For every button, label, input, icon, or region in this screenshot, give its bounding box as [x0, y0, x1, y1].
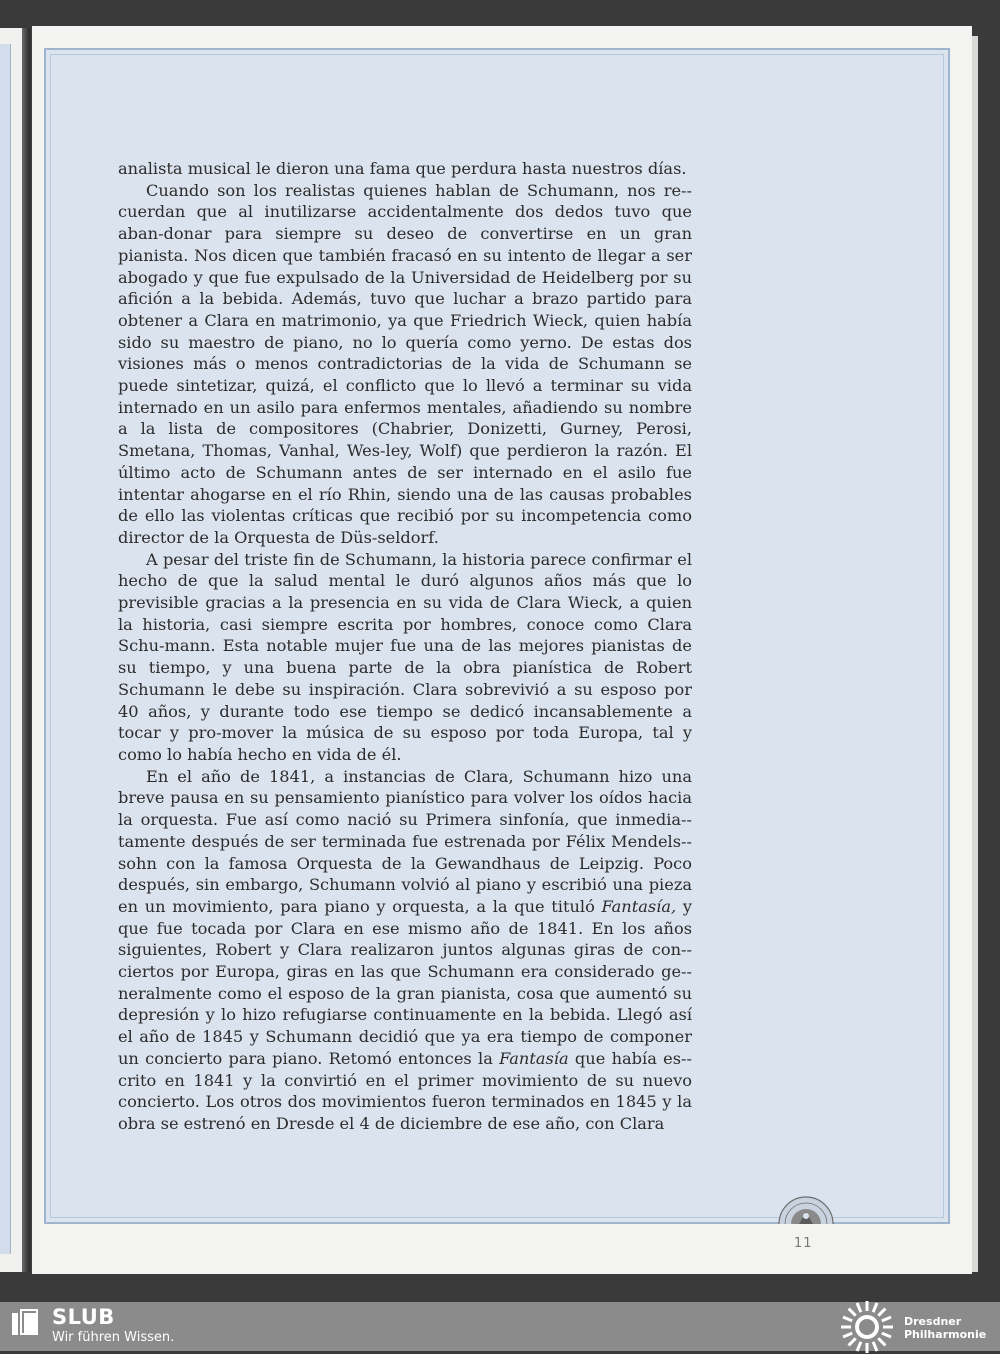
philharmonie-line-1: Dresdner [904, 1315, 962, 1328]
previous-page-panel-edge [0, 44, 11, 1254]
paragraph-4-part-3: que había es-crito en 1841 y la convirtió en el primer movimiento de su nuevo concierto. Los otros dos movimientos fueron terminados en 1845 y la obra se estrenó en Dresde el 4 de diciembre de ese año, con Clara [118, 1048, 692, 1133]
slub-brand: SLUB [52, 1305, 115, 1329]
body-text [118, 158, 692, 1135]
emblem-icon [777, 1194, 835, 1224]
paragraph-4-part-1: En el año de 1841, a instancias de Clara, Schumann hizo una breve pausa en su pensamiento pianístico para volver los oídos hacia la orquesta. Fue así como nació su Primera sinfonía, que inmedia-tamente después de ser terminada fue estrenada por Félix Mendels-sohn con la famosa Orquesta de la Gewandhaus de Leipzig. Poco después, sin embargo, Schumann volvió al piano y escribió una pieza en un movimiento, para piano y orquesta, a la que tituló [118, 766, 692, 916]
sunburst-logo-icon [840, 1300, 894, 1354]
paragraph-4-part-2: y que fue tocada por Clara en ese mismo año de 1841. En los años siguientes, Robert y Clara realizaron juntos algunas giras de con-ciertos por Europa, giras en las que Schumann era considerado ge-neralmente como el esposo de la gran pianista, cosa que aumentó su depresión y lo hizo refugiarse continuamente en la bebida. Llegó así el año de 1845 y Schumann decidió que ya era tiempo de componer un concierto para piano. Retomó entonces la [118, 896, 692, 1068]
page-edge [972, 36, 978, 1272]
paragraph-4 [118, 766, 692, 1135]
previous-page-edge [0, 28, 22, 1272]
work-title-fantasia: Fantasía, [601, 896, 677, 916]
slub-tagline: Wir führen Wissen. [52, 1330, 175, 1345]
book-page [32, 26, 972, 1274]
footer-bar [0, 1302, 1000, 1351]
philharmonie-line-2: Philharmonie [904, 1328, 987, 1341]
paragraph-2: Cuando son los realistas quienes hablan de Schumann, nos re-cuerdan que al inutilizarse accidentalmente dos dedos tuvo que aban-donar para siempre su deseo de convertirse en un gran pianista. Nos dicen que también fracasó en su intento de llegar a ser abogado y que fue expulsado de la Universidad de Heidelberg por su afición a la bebida. Además, tuvo que luchar a brazo partido para obtener a Clara en matrimonio, ya que Friedrich Wieck, quien había sido su maestro de piano, no lo quería como yerno. De estas dos visiones más o menos contradictorias de la vida de Schumann se puede sintetizar, quizá, el conflicto que lo llevó a terminar su vida internado en un asilo para enfermos mentales, añadiendo su nombre a la lista de compositores (Chabrier, Donizetti, Gurney, Perosi, Smetana, Thomas, Vanhal, Wes-ley, Wolf) que perdieron la razón. El último acto de Schumann antes de ser internado en el asilo fue intentar ahogarse en el río Rhin, siendo una de las causas probables de ello las violentas críticas que recibió por su incompetencia como director de la Orquesta de Düs-seldorf. [118, 180, 692, 547]
work-title-fantasia-2: Fantasía [499, 1048, 569, 1068]
paragraph-1: analista musical le dieron una fama que perdura hasta nuestros días. [118, 159, 687, 178]
book-icon [10, 1307, 40, 1337]
philharmonie-brand [904, 1315, 986, 1341]
page-number: 11 [794, 1236, 813, 1251]
paragraph-3: A pesar del triste fin de Schumann, la historia parece confirmar el hecho de que la salud mental le duró algunos años más que lo previsible gracias a la presencia en su vida de Clara Wieck, a quien la historia, casi siempre escrita por hombres, conoce como Clara Schu-mann. Esta notable mujer fue una de las mejores pianistas de su tiempo, y una buena parte de la obra pianística de Robert Schumann le debe su inspiración. Clara sobrevivió a su esposo por 40 años, y durante todo ese tiempo se dedicó incansablemente a tocar y pro-mover la música de su esposo por toda Europa, tal y como lo había hecho en vida de él. [118, 549, 692, 764]
